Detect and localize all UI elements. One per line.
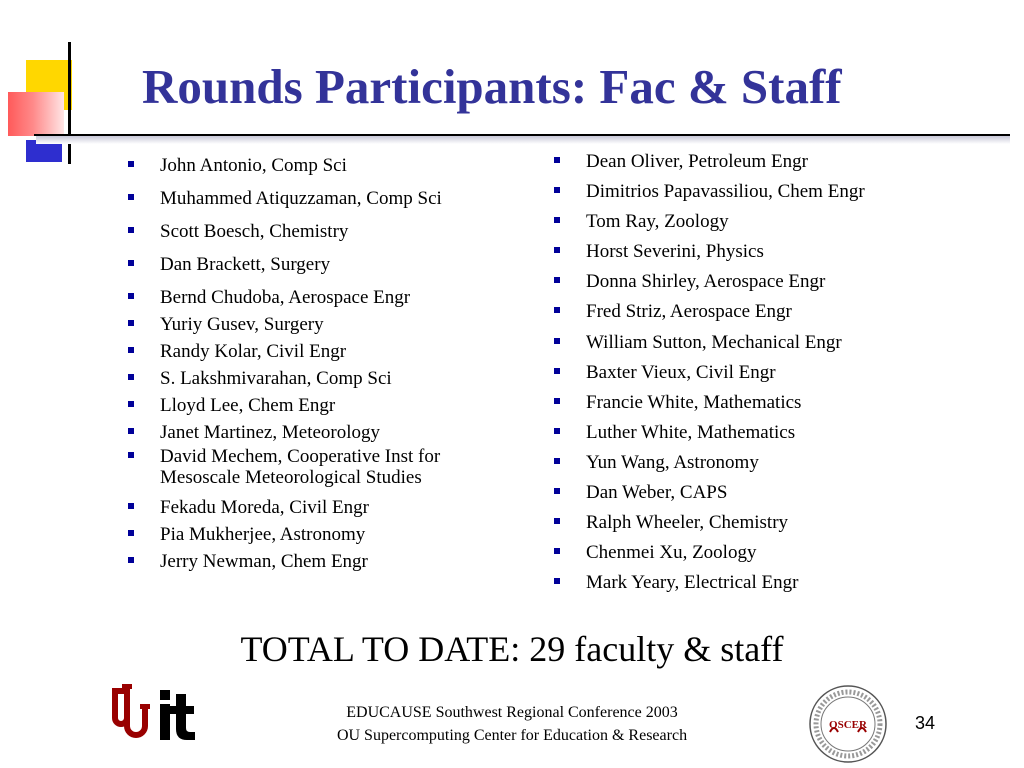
list-item: Donna Shirley, Aerospace Engr [550,268,990,298]
total-to-date: TOTAL TO DATE: 29 faculty & staff [240,629,784,669]
list-item: S. Lakshmivarahan, Comp Sci [124,365,524,392]
slide-title: Rounds Participants: Fac & Staff [142,59,842,114]
list-item: Dan Weber, CAPS [550,479,990,509]
list-item: William Sutton, Mechanical Engr [550,329,990,359]
list-item: Yuriy Gusev, Surgery [124,311,524,338]
footer-organization: OU Supercomputing Center for Education & Research [336,727,688,744]
footer-conference: EDUCAUSE Southwest Regional Conference 2003 [346,704,678,721]
list-item: Dan Brackett, Surgery [124,251,524,284]
decor-red-square [8,92,64,136]
list-item: Fred Striz, Aerospace Engr [550,298,990,328]
list-item: Dean Oliver, Petroleum Engr [550,148,990,178]
list-item: Janet Martinez, Meteorology [124,419,524,446]
list-item: Dimitrios Papavassiliou, Chem Engr [550,178,990,208]
right-participant-list [550,148,990,599]
left-participant-list [124,152,524,575]
list-item: Horst Severini, Physics [550,238,990,268]
list-item: David Mechem, Cooperative Inst for Mesoscale Meteorological Studies [124,446,524,494]
oscer-seal-logo [808,684,888,764]
list-item: Francie White, Mathematics [550,389,990,419]
list-item: Jerry Newman, Chem Engr [124,548,524,575]
list-item: Tom Ray, Zoology [550,208,990,238]
list-item: Randy Kolar, Civil Engr [124,338,524,365]
list-item: Mark Yeary, Electrical Engr [550,569,990,599]
svg-text:OSCER: OSCER [829,719,867,731]
page-number: 34 [914,713,936,733]
list-item: Lloyd Lee, Chem Engr [124,392,524,419]
list-item: Muhammed Atiquzzaman, Comp Sci [124,185,524,218]
list-item: Ralph Wheeler, Chemistry [550,509,990,539]
list-item: Fekadu Moreda, Civil Engr [124,494,524,521]
decor-vertical-line [68,42,71,164]
list-item: Scott Boesch, Chemistry [124,218,524,251]
list-item: Pia Mukherjee, Astronomy [124,521,524,548]
list-item: Chenmei Xu, Zoology [550,539,990,569]
title-underline-shadow [36,136,1010,144]
list-item: Bernd Chudoba, Aerospace Engr [124,284,524,311]
ou-it-logo [110,682,204,744]
list-item: Luther White, Mathematics [550,419,990,449]
list-item: Baxter Vieux, Civil Engr [550,359,990,389]
list-item: Yun Wang, Astronomy [550,449,990,479]
list-item: John Antonio, Comp Sci [124,152,524,185]
slide-footer [260,701,764,747]
